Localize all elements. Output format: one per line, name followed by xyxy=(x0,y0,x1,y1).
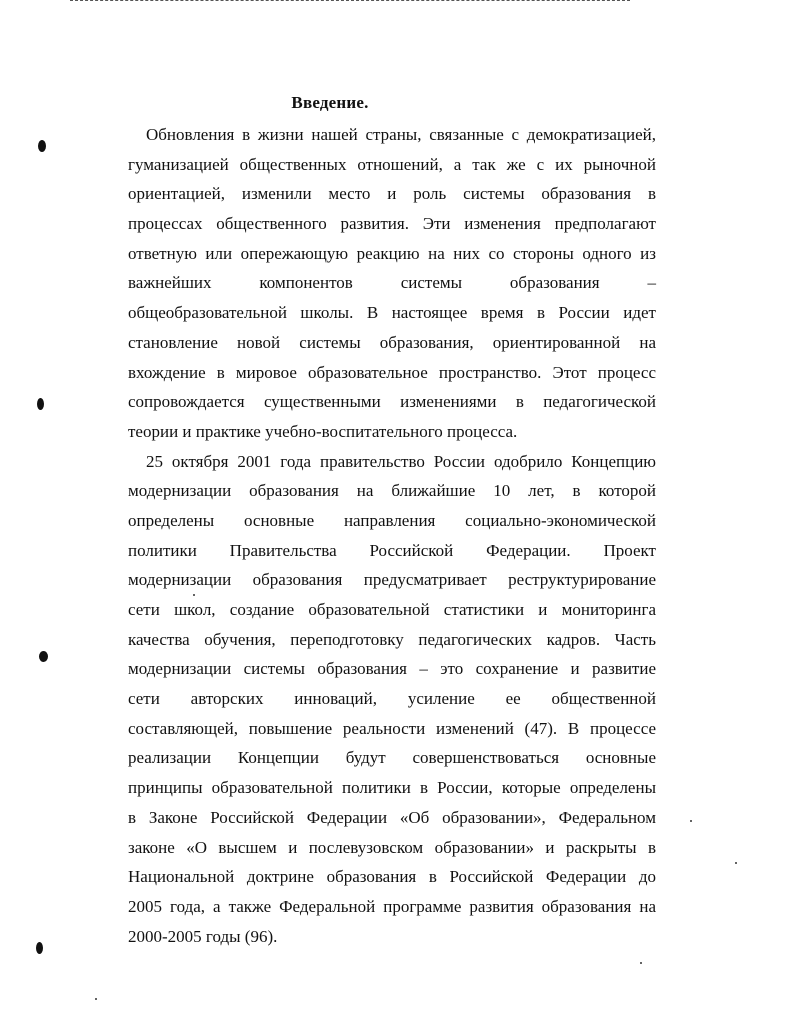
binder-hole-mark xyxy=(38,140,46,152)
text-line: ответную или опережающую реакцию на них со стороны одного из xyxy=(128,243,656,263)
text-line: модернизации образования на ближайшие 10 лет, в которой xyxy=(128,481,656,501)
text-line: сети школ, создание образовательной статистики и мониторинга xyxy=(128,600,656,619)
scan-speck xyxy=(690,820,692,822)
binder-hole-mark xyxy=(37,398,44,410)
text-line: в Законе Российской Федерации «Об образовании», Федеральном xyxy=(128,807,656,827)
text-line: ориентацией, изменили место и роль системы образования в xyxy=(128,184,656,204)
text-line: определены основные направления социально-экономической xyxy=(128,510,656,530)
text-line: 2000-2005 годы (96). xyxy=(128,926,278,946)
scan-speck xyxy=(640,962,642,964)
text-line: составляющей, повышение реальности изменений (47). В процессе xyxy=(128,718,656,738)
text-line: теории и практике учебно-воспитательного процесса. xyxy=(128,421,518,441)
text-line: Национальной доктрине образования в Российской Федерации до xyxy=(128,867,656,887)
text-line: Обновления в жизни нашей страны, связанные с демократизацией, xyxy=(146,125,656,144)
text-line: вхождение в мировое образовательное пространство. Этот процесс xyxy=(128,362,656,382)
text-line: сопровождается существенными изменениями в педагогической xyxy=(128,392,656,412)
text-line: принципы образовательной политики в России, которые определены xyxy=(128,778,656,798)
text-line: 25 октября 2001 года правительство России одобрило Концепцию xyxy=(146,451,656,471)
text-line: 2005 года, а также Федеральной программе развития образования на xyxy=(128,896,656,916)
text-line: важнейших компонентов системы образования – xyxy=(128,273,656,293)
text-line: общеобразовательной школы. В настоящее время в России идет xyxy=(128,303,656,323)
scan-speck xyxy=(95,998,97,1000)
page-heading: Введение. xyxy=(291,93,369,112)
text-line: качества обучения, переподготовку педагогических кадров. Часть xyxy=(128,629,656,649)
text-line: гуманизацией общественных отношений, а так же с их рыночной xyxy=(128,154,656,174)
scan-speck xyxy=(735,862,737,864)
binder-hole-mark xyxy=(39,651,48,662)
text-line: реализации Концепции будут совершенствоваться основные xyxy=(128,748,656,768)
text-line: модернизации системы образования – это сохранение и развитие xyxy=(128,659,656,679)
text-line: модернизации образования предусматривает реструктурирование xyxy=(128,570,656,590)
body-text xyxy=(128,120,656,951)
top-edge-rule xyxy=(70,0,630,3)
text-line: политики Правительства Российской Федерации. Проект xyxy=(128,540,656,560)
text-line: процессах общественного развития. Эти изменения предполагают xyxy=(128,214,656,234)
scan-speck xyxy=(193,594,195,596)
text-line: сети авторских инноваций, усиление ее общественной xyxy=(128,689,656,709)
binder-hole-mark xyxy=(36,942,43,954)
text-line: становление новой системы образования, ориентированной на xyxy=(128,332,656,352)
text-line: законе «О высшем и послевузовском образовании» и раскрыты в xyxy=(128,837,656,857)
